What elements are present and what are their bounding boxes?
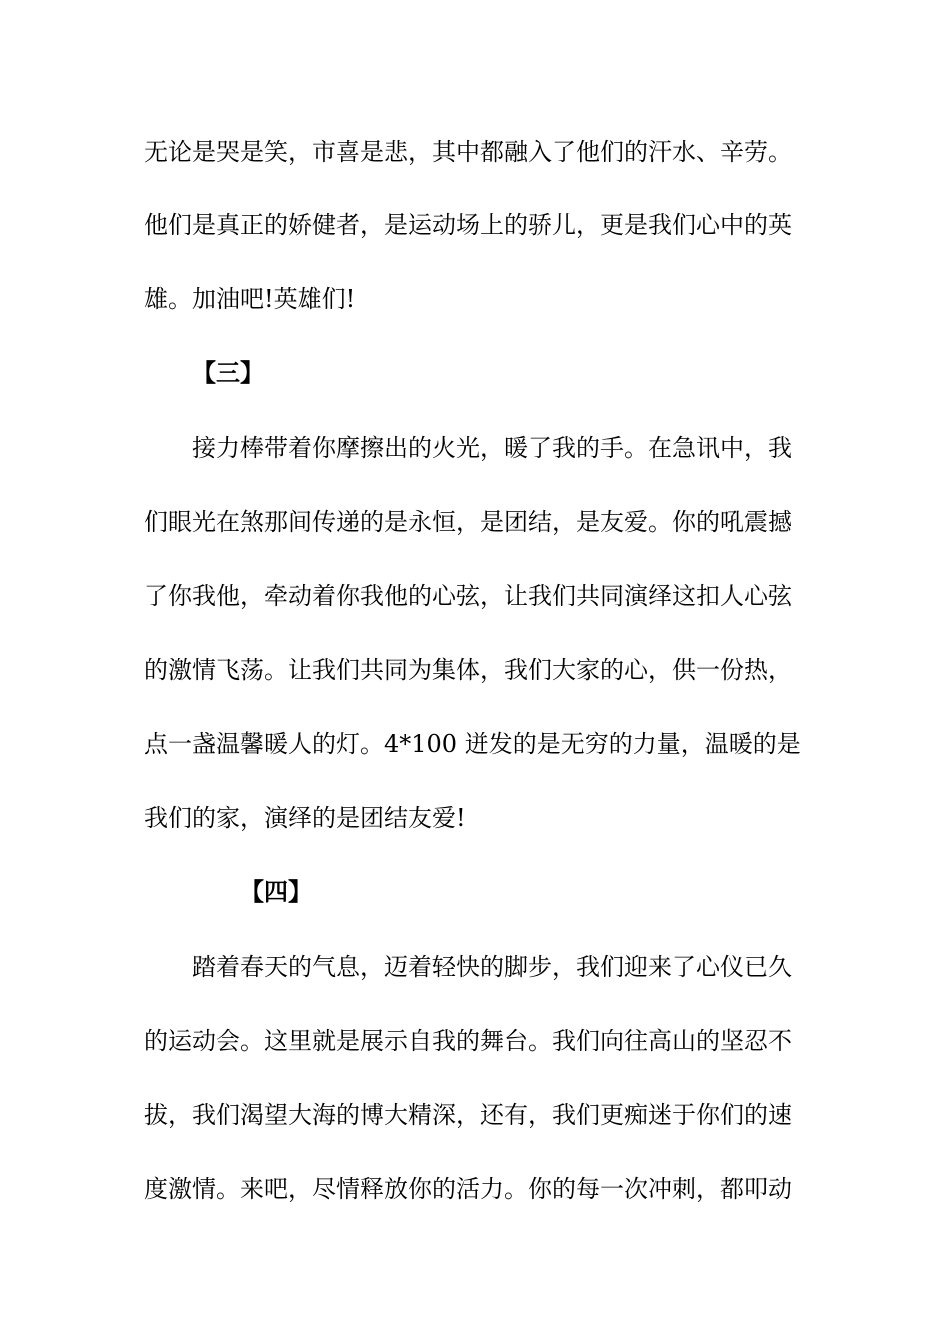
paragraph-line: 度激情。来吧，尽情释放你的活力。你的每一次冲刺，都叩动 [144,1175,792,1203]
paragraph-line: 我们的家，演绎的是团结友爱! [144,804,466,832]
paragraph-line: 踏着春天的气息，迈着轻快的脚步，我们迎来了心仪已久 [192,953,792,981]
section-heading-3: 【三】 [192,358,264,387]
paragraph-line: 接力棒带着你摩擦出的火光，暖了我的手。在急讯中，我 [192,434,792,462]
paragraph-line: 们眼光在煞那间传递的是永恒，是团结，是友爱。你的吼震撼 [144,508,792,536]
paragraph-line: 了你我他，牵动着你我他的心弦，让我们共同演绎这扣人心弦 [144,582,792,610]
paragraph-line: 的激情飞荡。让我们共同为集体，我们大家的心，供一份热， [144,656,792,684]
section-heading-4: 【四】 [240,877,312,906]
paragraph-line: 雄。加油吧!英雄们! [144,285,356,313]
paragraph-line: 他们是真正的娇健者，是运动场上的骄儿，更是我们心中的英 [144,211,792,239]
paragraph-line: 拔，我们渴望大海的博大精深，还有，我们更痴迷于你们的速 [144,1101,792,1129]
paragraph-line: 点一盏温馨暖人的灯。4*100 迸发的是无穷的力量，温暖的是 [144,730,801,758]
paragraph-line: 无论是哭是笑，市喜是悲，其中都融入了他们的汗水、辛劳。 [144,138,792,166]
paragraph-line: 的运动会。这里就是展示自我的舞台。我们向往高山的坚忍不 [144,1027,792,1055]
